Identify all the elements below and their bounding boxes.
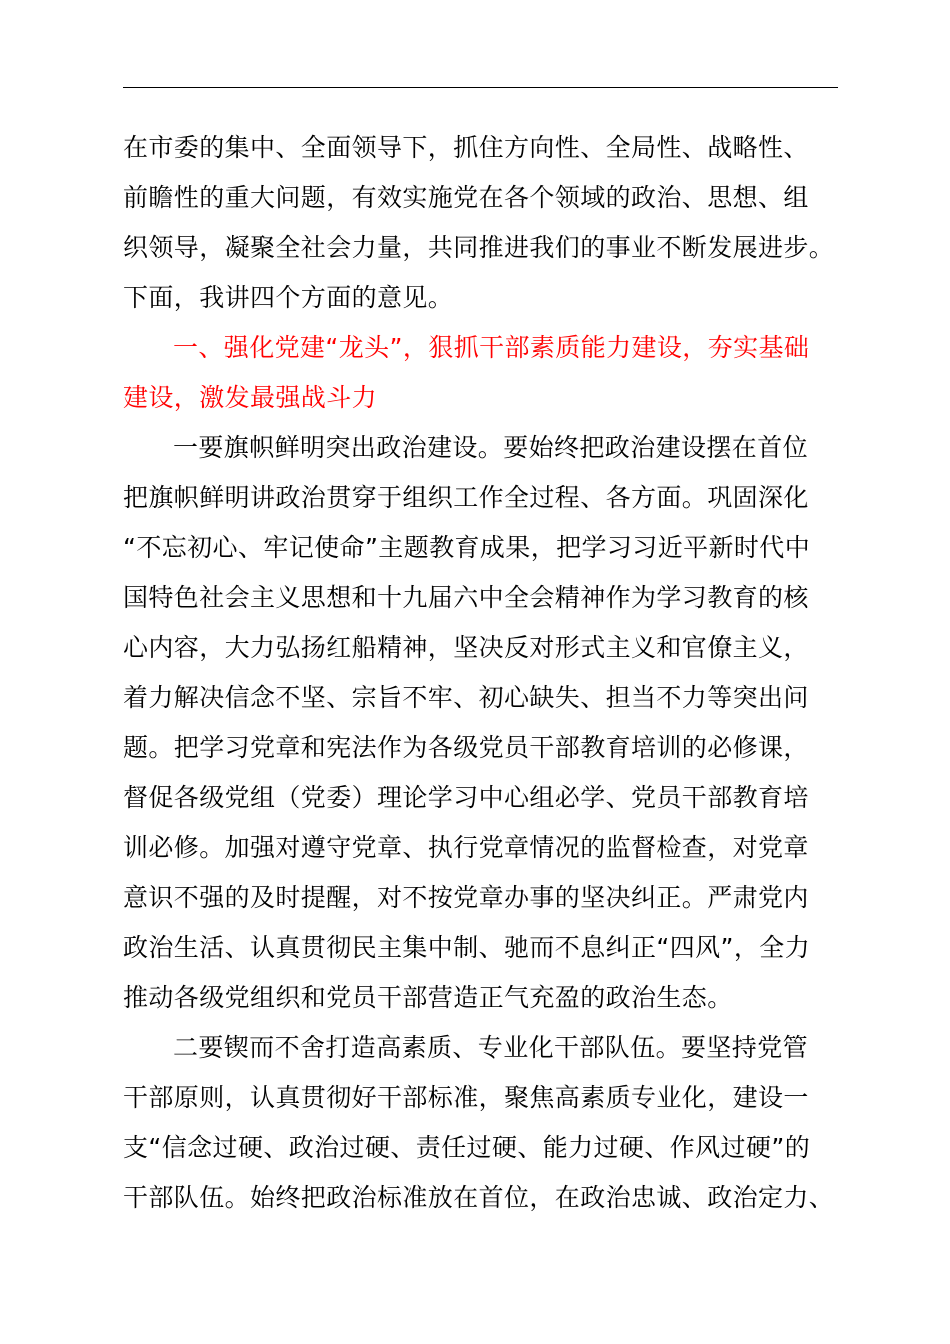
body-line: 国特色社会主义思想和十九届六中全会精神作为学习教育的核 — [123, 583, 809, 612]
document-body — [123, 123, 838, 1223]
body-line: 心内容，大力弘扬红船精神，坚决反对形式主义和官僚主义， — [123, 633, 809, 662]
body-line: 意识不强的及时提醒，对不按党章办事的坚决纠正。严肃党内 — [123, 883, 809, 912]
body-line: 织领导，凝聚全社会力量，共同推进我们的事业不断发展进步。 — [123, 233, 835, 262]
body-line: “不忘初心、牢记使命”主题教育成果，把学习习近平新时代中 — [123, 533, 811, 562]
body-line: 督促各级党组（党委）理论学习中心组必学、党员干部教育培 — [123, 783, 809, 812]
body-line: 前瞻性的重大问题，有效实施党在各个领域的政治、思想、组 — [123, 183, 809, 212]
body-line: 二要锲而不舍打造高素质、专业化干部队伍。要坚持党管 — [173, 1033, 809, 1062]
body-line: 干部队伍。始终把政治标准放在首位，在政治忠诚、政治定力、 — [123, 1183, 835, 1212]
body-line: 着力解决信念不坚、宗旨不牢、初心缺失、担当不力等突出问 — [123, 683, 809, 712]
section-heading: 一、强化党建“龙头”，狠抓干部素质能力建设，夯实基础 — [173, 333, 810, 362]
body-line: 在市委的集中、全面领导下，抓住方向性、全局性、战略性、 — [123, 133, 809, 162]
body-line: 把旗帜鲜明讲政治贯穿于组织工作全过程、各方面。巩固深化 — [123, 483, 809, 512]
body-line: 下面，我讲四个方面的意见。 — [123, 283, 454, 312]
header-rule — [123, 87, 838, 88]
body-line: 一要旗帜鲜明突出政治建设。要始终把政治建设摆在首位 — [173, 433, 809, 462]
body-line: 干部原则，认真贯彻好干部标准，聚焦高素质专业化，建设一 — [123, 1083, 809, 1112]
body-line: 题。把学习党章和宪法作为各级党员干部教育培训的必修课， — [123, 733, 809, 762]
body-line: 训必修。加强对遵守党章、执行党章情况的监督检查，对党章 — [123, 833, 809, 862]
body-line: 政治生活、认真贯彻民主集中制、驰而不息纠正“四风”，全力 — [123, 933, 811, 962]
body-line: 支“信念过硬、政治过硬、责任过硬、能力过硬、作风过硬”的 — [123, 1133, 811, 1162]
body-line: 推动各级党组织和党员干部营造正气充盈的政治生态。 — [123, 983, 733, 1012]
section-heading-cont: 建设，激发最强战斗力 — [123, 383, 378, 412]
